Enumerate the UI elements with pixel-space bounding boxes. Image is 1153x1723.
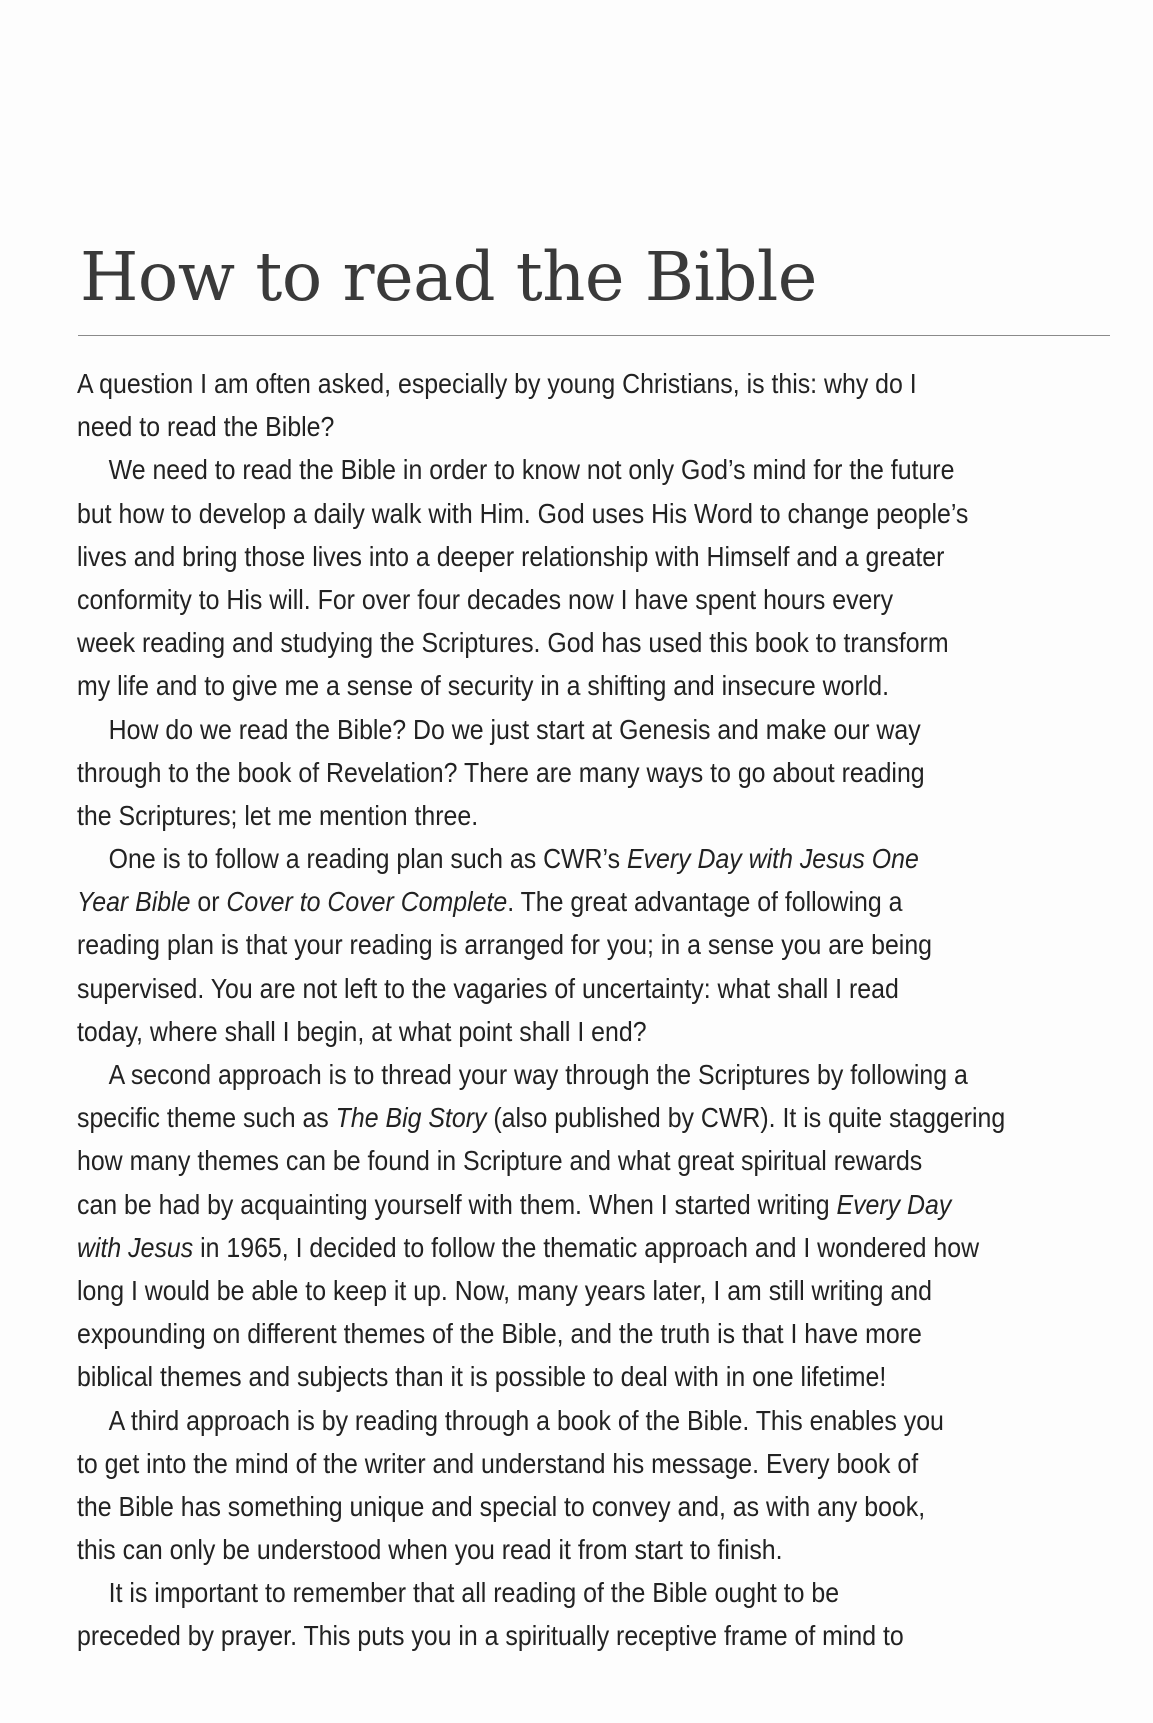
text-line <box>77 1485 1014 1528</box>
text-segment: It is important to remember that all reading of the Bible ought to be <box>108 1577 840 1609</box>
text-line <box>77 664 1014 707</box>
text-segment: need to read the Bible? <box>77 411 335 443</box>
text-segment: my life and to give me a sense of security in a shifting and insecure world. <box>77 670 890 702</box>
text-segment: We need to read the Bible in order to know not only God’s mind for the future <box>108 454 955 486</box>
text-line <box>77 751 1014 794</box>
text-line <box>77 1528 1014 1571</box>
text-segment: this can only be understood when you read it from start to finish. <box>77 1534 783 1566</box>
text-segment: the Scriptures; let me mention three. <box>77 799 479 831</box>
text-line <box>77 578 1014 621</box>
text-line <box>77 1399 1014 1442</box>
text-line <box>77 794 1014 837</box>
text-segment: the Bible has something unique and special to convey and, as with any book, <box>77 1490 926 1522</box>
body-text <box>77 362 1014 1658</box>
text-line <box>77 1571 1014 1614</box>
text-line <box>77 1614 1014 1657</box>
text-line <box>77 1226 1014 1269</box>
text-line <box>77 837 1014 880</box>
text-segment: today, where shall I begin, at what point shall I end? <box>77 1015 647 1047</box>
text-line <box>77 535 1014 578</box>
text-line <box>77 880 1014 923</box>
text-segment: long I would be able to keep it up. Now, many years later, I am still writing and <box>77 1274 932 1306</box>
text-segment: A question I am often asked, especially by young Christians, is this: why do I <box>77 368 917 399</box>
text-segment: to get into the mind of the writer and understand his message. Every book of <box>77 1447 919 1479</box>
text-line <box>77 448 1014 491</box>
text-line <box>77 1183 1014 1226</box>
text-line <box>77 405 1014 448</box>
text-line <box>77 1139 1014 1182</box>
text-segment: One is to follow a reading plan such as CWR’s <box>108 843 627 875</box>
italic-title-text: The Big Story <box>335 1102 487 1134</box>
text-segment: supervised. You are not left to the vagaries of uncertainty: what shall I read <box>77 972 899 1004</box>
text-segment: but how to develop a daily walk with Him. God uses His Word to change people’s <box>77 497 969 529</box>
text-segment: specific theme such as <box>77 1102 336 1134</box>
text-line <box>77 362 1014 405</box>
italic-title-text: Every Day with Jesus One <box>626 843 919 875</box>
text-line <box>77 1053 1014 1096</box>
text-segment: in 1965, I decided to follow the thematic approach and I wondered how <box>193 1231 980 1263</box>
text-segment: or <box>190 886 227 918</box>
text-line <box>77 1442 1014 1485</box>
text-segment: . The great advantage of following a <box>507 886 903 918</box>
text-line <box>77 708 1014 751</box>
page-title: How to read the Bible <box>80 238 817 316</box>
text-line <box>77 923 1014 966</box>
text-segment: How do we read the Bible? Do we just start at Genesis and make our way <box>108 713 921 745</box>
italic-title-text: Every Day <box>836 1188 952 1220</box>
text-segment: week reading and studying the Scriptures. God has used this book to transform <box>77 627 949 659</box>
title-rule <box>78 335 1110 336</box>
text-segment: through to the book of Revelation? There are many ways to go about reading <box>77 756 925 788</box>
text-segment: biblical themes and subjects than it is possible to deal with in one lifetime! <box>77 1361 887 1393</box>
text-segment: conformity to His will. For over four decades now I have spent hours every <box>77 583 894 615</box>
text-segment: A third approach is by reading through a book of the Bible. This enables you <box>108 1404 944 1436</box>
text-segment: lives and bring those lives into a deeper relationship with Himself and a greater <box>77 540 945 572</box>
text-segment: preceded by prayer. This puts you in a spiritually receptive frame of mind to <box>77 1620 904 1652</box>
text-line <box>77 1096 1014 1139</box>
italic-title-text: Cover to Cover Complete <box>226 886 508 918</box>
text-line <box>77 621 1014 664</box>
text-line <box>77 1312 1014 1355</box>
text-segment: expounding on different themes of the Bible, and the truth is that I have more <box>77 1318 922 1350</box>
text-line <box>77 1269 1014 1312</box>
text-segment: (also published by CWR). It is quite staggering <box>486 1102 1006 1134</box>
text-segment: how many themes can be found in Scripture and what great spiritual rewards <box>77 1145 923 1177</box>
text-segment: can be had by acquainting yourself with them. When I started writing <box>77 1188 837 1220</box>
text-line <box>77 492 1014 535</box>
text-line <box>77 967 1014 1010</box>
text-segment: A second approach is to thread your way through the Scriptures by following a <box>108 1059 968 1090</box>
text-segment: reading plan is that your reading is arranged for you; in a sense you are being <box>77 929 933 961</box>
text-line <box>77 1355 1014 1398</box>
text-line <box>77 1010 1014 1053</box>
italic-title-text: with Jesus <box>77 1231 194 1263</box>
italic-title-text: Year Bible <box>77 886 191 918</box>
